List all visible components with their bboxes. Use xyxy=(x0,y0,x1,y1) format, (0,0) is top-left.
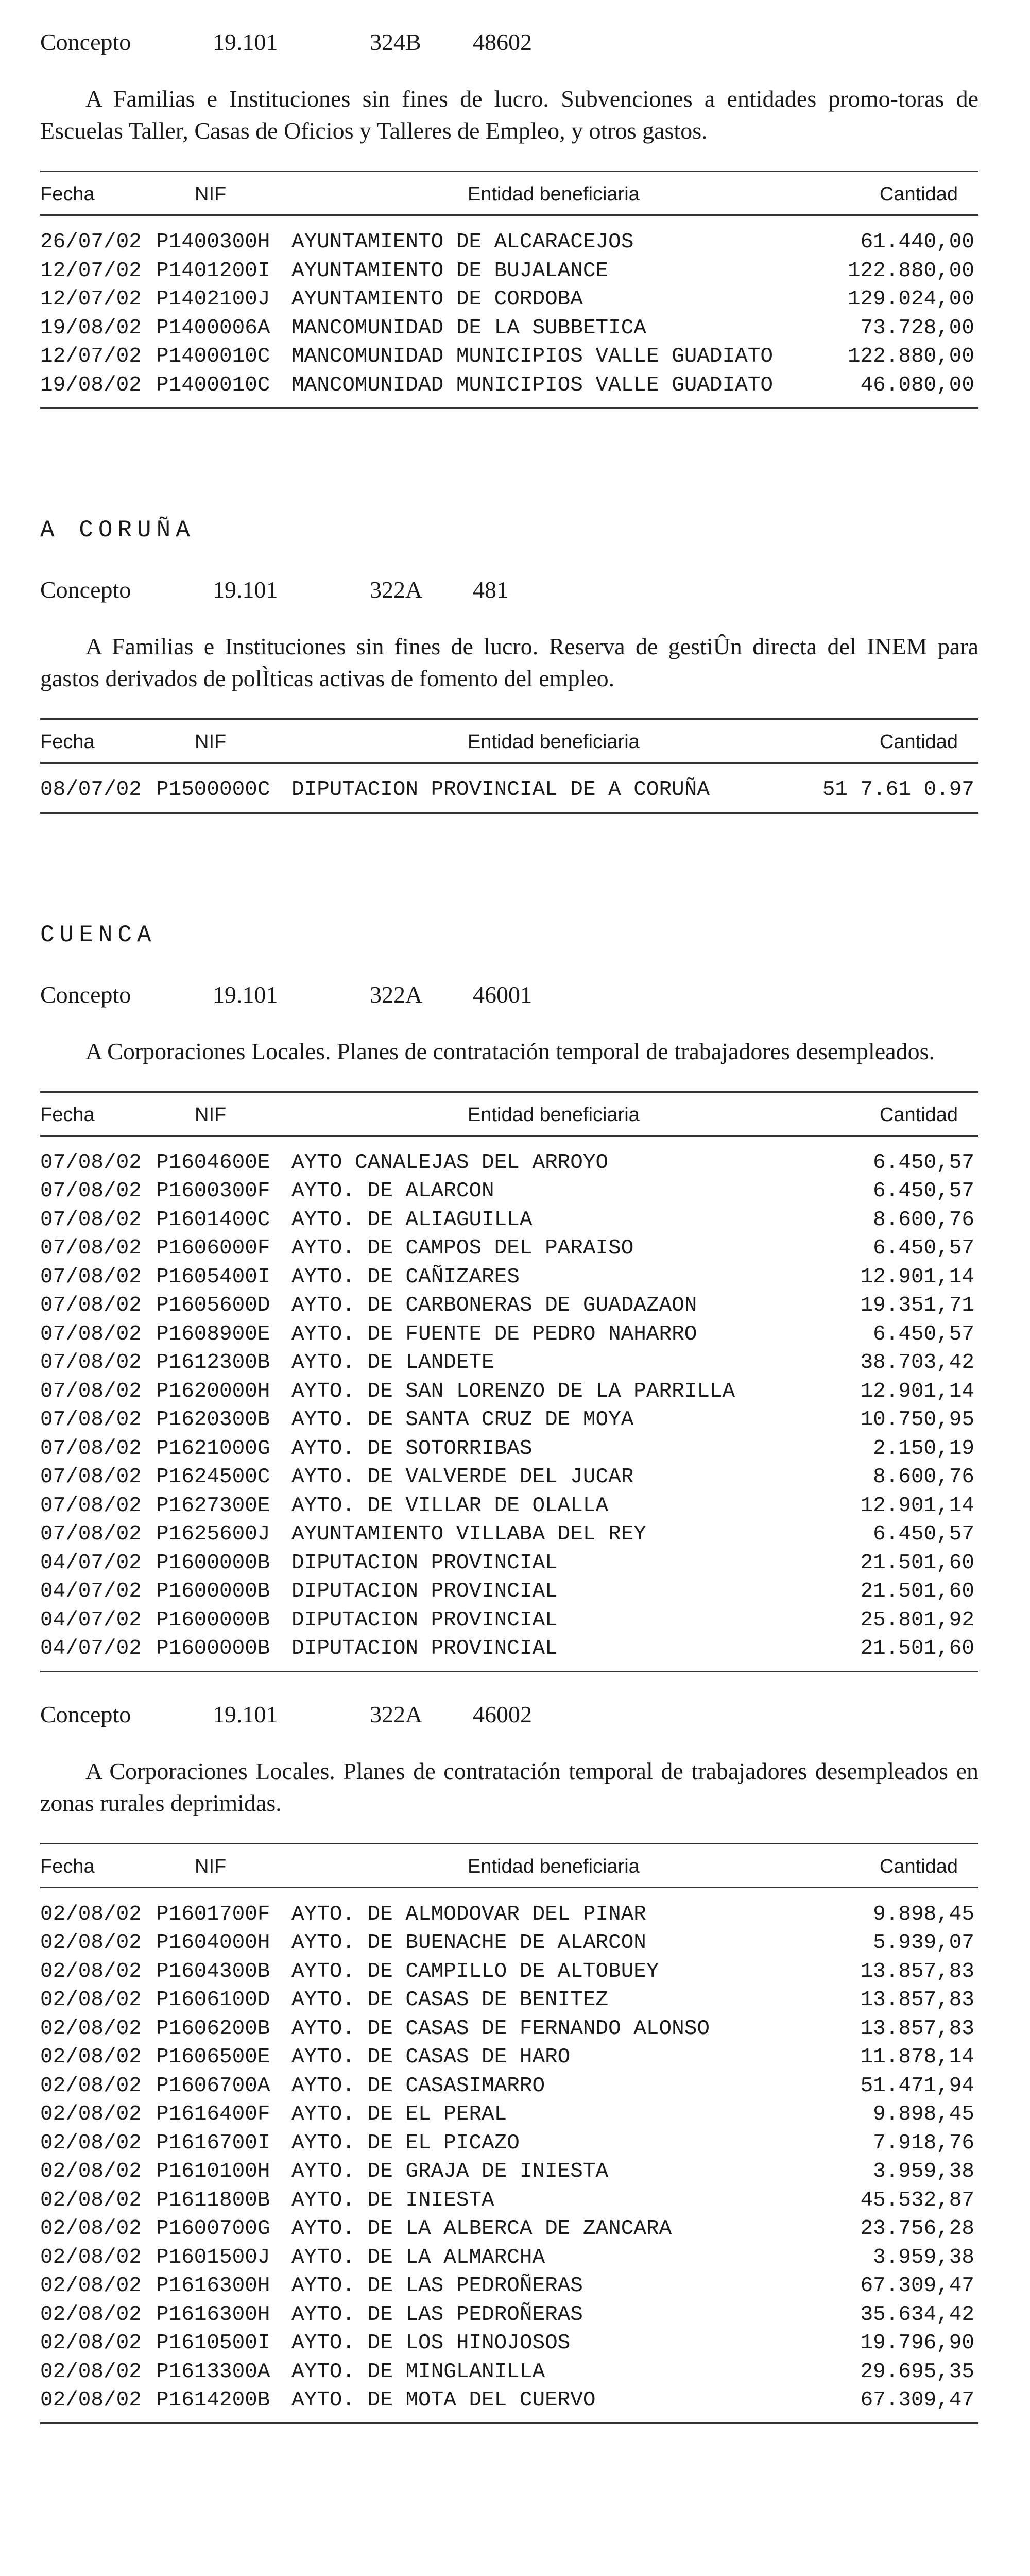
table-row xyxy=(40,2071,978,2100)
cell-nif: P1613300A xyxy=(156,2360,270,2384)
cell-entidad: AYTO. DE MINGLANILLA xyxy=(291,2360,545,2384)
table-row xyxy=(40,1985,978,2014)
table-row xyxy=(40,1900,978,1928)
cell-nif: P1400010C xyxy=(156,345,270,368)
header-cantidad: Cantidad xyxy=(879,1855,958,1877)
cell-cantidad: 51.471,94 xyxy=(860,2074,974,2098)
cell-cantidad: 51 7.61 0.97 xyxy=(822,778,974,802)
cell-nif: P1600700G xyxy=(156,2217,270,2241)
header-entidad: Entidad beneficiaria xyxy=(468,183,640,205)
cell-nif: P1620300B xyxy=(156,1408,270,1432)
table-row xyxy=(40,2385,978,2414)
header-cantidad: Cantidad xyxy=(879,183,958,205)
header-fecha: Fecha xyxy=(40,183,95,205)
cell-fecha: 02/08/02 xyxy=(40,2245,142,2269)
table-row xyxy=(40,370,978,399)
cell-fecha: 02/08/02 xyxy=(40,2045,142,2069)
cell-fecha: 02/08/02 xyxy=(40,2360,142,2384)
header-nif: NIF xyxy=(195,731,227,753)
cell-fecha: 08/07/02 xyxy=(40,778,142,802)
cell-cantidad: 6.450,57 xyxy=(873,1322,974,1346)
table-row xyxy=(40,2357,978,2386)
table-body xyxy=(40,1137,978,1671)
cell-cantidad: 12.901,14 xyxy=(860,1265,974,1289)
table-header xyxy=(40,1844,978,1888)
concepto-program: 322A xyxy=(370,981,423,1008)
header-cantidad: Cantidad xyxy=(879,1104,958,1126)
cell-cantidad: 122.880,00 xyxy=(847,345,974,368)
table-row xyxy=(40,1291,978,1319)
cell-fecha: 07/08/02 xyxy=(40,1351,142,1375)
cell-fecha: 07/08/02 xyxy=(40,1494,142,1518)
cell-cantidad: 29.695,35 xyxy=(860,2360,974,2384)
table-row xyxy=(40,1634,978,1663)
cell-fecha: 02/08/02 xyxy=(40,2302,142,2327)
cell-fecha: 02/08/02 xyxy=(40,1931,142,1955)
table-row xyxy=(40,227,978,256)
cell-nif: P1401200I xyxy=(156,259,270,283)
cell-entidad: AYTO. DE SOTORRIBAS xyxy=(291,1436,533,1461)
cell-entidad: MANCOMUNIDAD MUNICIPIOS VALLE GUADIATO xyxy=(291,345,773,368)
cell-fecha: 02/08/02 xyxy=(40,2388,142,2412)
table-row xyxy=(40,1377,978,1405)
table-row xyxy=(40,2099,978,2128)
cell-nif: P1605400I xyxy=(156,1265,270,1289)
table-body xyxy=(40,1888,978,2422)
concepto-section-number: 19.101 xyxy=(213,981,278,1008)
cell-fecha: 02/08/02 xyxy=(40,2217,142,2241)
cell-cantidad: 13.857,83 xyxy=(860,1988,974,2012)
budget-section xyxy=(40,922,978,1672)
cell-fecha: 19/08/02 xyxy=(40,373,142,397)
cell-nif: P1604300B xyxy=(156,1959,270,1984)
table-row xyxy=(40,1148,978,1177)
cell-cantidad: 67.309,47 xyxy=(860,2388,974,2412)
cell-cantidad: 21.501,60 xyxy=(860,1580,974,1603)
cell-fecha: 02/08/02 xyxy=(40,1988,142,2012)
table-row xyxy=(40,1176,978,1205)
cell-entidad: AYTO. DE BUENACHE DE ALARCON xyxy=(291,1931,646,1955)
concepto-label: Concepto xyxy=(40,29,131,55)
cell-fecha: 07/08/02 xyxy=(40,1379,142,1403)
cell-entidad: AYTO. DE CAMPILLO DE ALTOBUEY xyxy=(291,1959,659,1984)
cell-nif: P1606000F xyxy=(156,1236,270,1260)
cell-entidad: AYUNTAMIENTO DE BUJALANCE xyxy=(291,259,609,283)
table-row xyxy=(40,1548,978,1577)
table-row xyxy=(40,1462,978,1491)
concepto-line xyxy=(40,28,978,57)
table-row xyxy=(40,2128,978,2157)
cell-cantidad: 122.880,00 xyxy=(847,259,974,283)
cell-entidad: AYTO. DE CASAS DE FERNANDO ALONSO xyxy=(291,2016,710,2041)
cell-nif: P1616300H xyxy=(156,2302,270,2327)
budget-section xyxy=(40,1701,978,2424)
table-row xyxy=(40,1434,978,1463)
cell-fecha: 07/08/02 xyxy=(40,1436,142,1461)
cell-cantidad: 23.756,28 xyxy=(860,2217,974,2241)
header-cantidad: Cantidad xyxy=(879,731,958,753)
cell-entidad: AYTO. DE LAS PEDROÑERAS xyxy=(291,2274,583,2298)
cell-entidad: AYTO. DE ALMODOVAR DEL PINAR xyxy=(291,1902,646,1926)
table-row xyxy=(40,313,978,342)
table-row xyxy=(40,2185,978,2214)
document-page xyxy=(40,0,978,2424)
table-row xyxy=(40,2014,978,2043)
cell-cantidad: 3.959,38 xyxy=(873,2160,974,2183)
concepto-code: 46002 xyxy=(473,1701,532,1727)
table-row xyxy=(40,2328,978,2357)
concepto-description: A Corporaciones Locales. Planes de contratación temporal de trabajadores desempleados en zonas rurales deprimidas. xyxy=(40,1757,978,1816)
cell-entidad: AYTO. DE SANTA CRUZ DE MOYA xyxy=(291,1408,634,1432)
cell-fecha: 04/07/02 xyxy=(40,1637,142,1660)
table-row xyxy=(40,342,978,370)
cell-cantidad: 21.501,60 xyxy=(860,1551,974,1575)
cell-fecha: 02/08/02 xyxy=(40,2074,142,2098)
cell-cantidad: 25.801,92 xyxy=(860,1608,974,1632)
beneficiary-table xyxy=(40,171,978,409)
region-heading: A CORUÑA xyxy=(40,517,195,544)
concepto-code: 481 xyxy=(473,577,508,603)
cell-nif: P1400006A xyxy=(156,316,270,340)
cell-nif: P1620000H xyxy=(156,1379,270,1403)
cell-nif: P1608900E xyxy=(156,1322,270,1346)
cell-fecha: 07/08/02 xyxy=(40,1236,142,1260)
cell-entidad: AYTO. DE FUENTE DE PEDRO NAHARRO xyxy=(291,1322,697,1346)
table-row xyxy=(40,256,978,285)
header-entidad: Entidad beneficiaria xyxy=(468,731,640,753)
cell-nif: P1600000B xyxy=(156,1551,270,1575)
table-row xyxy=(40,1233,978,1262)
table-row xyxy=(40,1519,978,1548)
cell-nif: P1611800B xyxy=(156,2188,270,2212)
budget-section xyxy=(40,28,978,409)
cell-entidad: DIPUTACION PROVINCIAL xyxy=(291,1637,558,1660)
cell-fecha: 02/08/02 xyxy=(40,2331,142,2355)
cell-fecha: 02/08/02 xyxy=(40,2188,142,2212)
cell-entidad: AYTO. DE LAS PEDROÑERAS xyxy=(291,2302,583,2327)
header-nif: NIF xyxy=(195,1104,227,1126)
cell-nif: P1601700F xyxy=(156,1902,270,1926)
cell-fecha: 02/08/02 xyxy=(40,2103,142,2126)
cell-entidad: AYTO. DE CARBONERAS DE GUADAZAON xyxy=(291,1294,697,1317)
concepto-code: 46001 xyxy=(473,981,532,1008)
cell-entidad: AYTO. DE CAÑIZARES xyxy=(291,1265,520,1289)
cell-entidad: AYTO. DE INIESTA xyxy=(291,2188,494,2212)
cell-entidad: AYTO. DE ALARCON xyxy=(291,1179,494,1203)
cell-cantidad: 6.450,57 xyxy=(873,1179,974,1203)
cell-entidad: AYTO. DE LOS HINOJOSOS xyxy=(291,2331,571,2355)
cell-fecha: 12/07/02 xyxy=(40,287,142,311)
cell-nif: P1604600E xyxy=(156,1150,270,1175)
cell-nif: P1606700A xyxy=(156,2074,270,2098)
cell-cantidad: 13.857,83 xyxy=(860,2016,974,2041)
cell-nif: P1600000B xyxy=(156,1637,270,1660)
cell-fecha: 02/08/02 xyxy=(40,1902,142,1926)
concepto-section-number: 19.101 xyxy=(213,1701,278,1727)
table-row xyxy=(40,1928,978,1957)
cell-entidad: AYTO. DE EL PERAL xyxy=(291,2103,507,2126)
concepto-label: Concepto xyxy=(40,981,131,1008)
region-heading: CUENCA xyxy=(40,921,157,948)
cell-fecha: 12/07/02 xyxy=(40,345,142,368)
cell-cantidad: 10.750,95 xyxy=(860,1408,974,1432)
cell-entidad: AYTO. DE CAMPOS DEL PARAISO xyxy=(291,1236,634,1260)
cell-fecha: 07/08/02 xyxy=(40,1265,142,1289)
cell-cantidad: 8.600,76 xyxy=(873,1465,974,1489)
cell-entidad: AYUNTAMIENTO VILLABA DEL REY xyxy=(291,1522,646,1546)
cell-fecha: 04/07/02 xyxy=(40,1608,142,1632)
cell-cantidad: 3.959,38 xyxy=(873,2245,974,2269)
cell-fecha: 07/08/02 xyxy=(40,1522,142,1546)
cell-entidad: AYTO. DE SAN LORENZO DE LA PARRILLA xyxy=(291,1379,735,1403)
cell-cantidad: 12.901,14 xyxy=(860,1379,974,1403)
cell-cantidad: 13.857,83 xyxy=(860,1959,974,1984)
table-row xyxy=(40,1491,978,1520)
cell-fecha: 19/08/02 xyxy=(40,316,142,340)
concepto-description: A Corporaciones Locales. Planes de contratación temporal de trabajadores desempleados. xyxy=(85,1038,935,1064)
table-row xyxy=(40,1605,978,1634)
cell-cantidad: 6.450,57 xyxy=(873,1150,974,1175)
cell-nif: P1600300F xyxy=(156,1179,270,1203)
table-row xyxy=(40,775,978,804)
header-fecha: Fecha xyxy=(40,1104,95,1126)
header-nif: NIF xyxy=(195,1855,227,1877)
cell-fecha: 07/08/02 xyxy=(40,1179,142,1203)
table-row xyxy=(40,1405,978,1434)
cell-nif: P1605600D xyxy=(156,1294,270,1317)
header-entidad: Entidad beneficiaria xyxy=(468,1104,640,1126)
cell-cantidad: 61.440,00 xyxy=(860,230,974,254)
cell-fecha: 07/08/02 xyxy=(40,1322,142,1346)
cell-cantidad: 11.878,14 xyxy=(860,2045,974,2069)
cell-nif: P1601400C xyxy=(156,1208,270,1232)
concepto-section-number: 19.101 xyxy=(213,577,278,603)
cell-nif: P1600000B xyxy=(156,1608,270,1632)
table-row xyxy=(40,1319,978,1348)
cell-nif: P1400010C xyxy=(156,373,270,397)
cell-entidad: AYTO. DE VILLAR DE OLALLA xyxy=(291,1494,609,1518)
table-row xyxy=(40,284,978,313)
cell-fecha: 07/08/02 xyxy=(40,1150,142,1175)
cell-entidad: AYTO. DE LA ALMARCHA xyxy=(291,2245,545,2269)
cell-cantidad: 45.532,87 xyxy=(860,2188,974,2212)
cell-entidad: AYTO CANALEJAS DEL ARROYO xyxy=(291,1150,609,1175)
cell-nif: P1616300H xyxy=(156,2274,270,2298)
cell-cantidad: 129.024,00 xyxy=(847,287,974,311)
cell-nif: P1614200B xyxy=(156,2388,270,2412)
cell-cantidad: 35.634,42 xyxy=(860,2302,974,2327)
cell-nif: P1606200B xyxy=(156,2016,270,2041)
concepto-line xyxy=(40,981,978,1010)
cell-entidad: AYTO. DE VALVERDE DEL JUCAR xyxy=(291,1465,634,1489)
table-row xyxy=(40,1262,978,1291)
cell-cantidad: 8.600,76 xyxy=(873,1208,974,1232)
cell-cantidad: 12.901,14 xyxy=(860,1494,974,1518)
concepto-code: 48602 xyxy=(473,29,532,55)
cell-nif: P1400300H xyxy=(156,230,270,254)
cell-cantidad: 46.080,00 xyxy=(860,373,974,397)
cell-nif: P1500000C xyxy=(156,778,270,802)
cell-fecha: 07/08/02 xyxy=(40,1465,142,1489)
beneficiary-table xyxy=(40,1843,978,2424)
cell-nif: P1606100D xyxy=(156,1988,270,2012)
cell-nif: P1612300B xyxy=(156,1351,270,1375)
concepto-description: A Familias e Instituciones sin fines de lucro. Subvenciones a entidades promo-toras de Escuelas Taller, Casas de Oficios y Talleres de Empleo, y otros gastos. xyxy=(40,86,978,144)
table-row xyxy=(40,2271,978,2300)
cell-cantidad: 6.450,57 xyxy=(873,1236,974,1260)
cell-cantidad: 67.309,47 xyxy=(860,2274,974,2298)
concepto-program: 324B xyxy=(370,29,421,55)
concepto-line xyxy=(40,576,978,605)
beneficiary-table xyxy=(40,1091,978,1672)
cell-entidad: DIPUTACION PROVINCIAL xyxy=(291,1580,558,1603)
cell-fecha: 02/08/02 xyxy=(40,2274,142,2298)
cell-cantidad: 19.351,71 xyxy=(860,1294,974,1317)
cell-fecha: 26/07/02 xyxy=(40,230,142,254)
cell-cantidad: 2.150,19 xyxy=(873,1436,974,1461)
cell-nif: P1624500C xyxy=(156,1465,270,1489)
cell-entidad: DIPUTACION PROVINCIAL xyxy=(291,1608,558,1632)
table-row xyxy=(40,1205,978,1234)
cell-fecha: 02/08/02 xyxy=(40,1959,142,1984)
cell-cantidad: 9.898,45 xyxy=(873,2103,974,2126)
table-row xyxy=(40,1348,978,1377)
cell-entidad: AYTO. DE CASAS DE HARO xyxy=(291,2045,571,2069)
cell-nif: P1625600J xyxy=(156,1522,270,1546)
cell-entidad: MANCOMUNIDAD MUNICIPIOS VALLE GUADIATO xyxy=(291,373,773,397)
cell-entidad: DIPUTACION PROVINCIAL DE A CORUÑA xyxy=(291,778,710,802)
cell-entidad: AYTO. DE EL PICAZO xyxy=(291,2131,520,2155)
table-row xyxy=(40,1957,978,1986)
beneficiary-table xyxy=(40,718,978,814)
cell-nif: P1600000B xyxy=(156,1580,270,1603)
cell-nif: P1621000G xyxy=(156,1436,270,1461)
cell-cantidad: 7.918,76 xyxy=(873,2131,974,2155)
table-row xyxy=(40,2300,978,2329)
table-row xyxy=(40,2157,978,2185)
cell-cantidad: 38.703,42 xyxy=(860,1351,974,1375)
concepto-description: A Familias e Instituciones sin fines de lucro. Reserva de gestiÛn directa del INEM para gastos derivados de polÌticas activas de fomento del empleo. xyxy=(40,633,978,691)
cell-entidad: DIPUTACION PROVINCIAL xyxy=(291,1551,558,1575)
table-row xyxy=(40,1577,978,1605)
cell-cantidad: 19.796,90 xyxy=(860,2331,974,2355)
concepto-program: 322A xyxy=(370,1701,423,1727)
cell-fecha: 07/08/02 xyxy=(40,1294,142,1317)
cell-nif: P1601500J xyxy=(156,2245,270,2269)
cell-nif: P1610100H xyxy=(156,2160,270,2183)
cell-entidad: AYTO. DE ALIAGUILLA xyxy=(291,1208,533,1232)
cell-nif: P1606500E xyxy=(156,2045,270,2069)
cell-nif: P1604000H xyxy=(156,1931,270,1955)
cell-entidad: AYTO. DE LA ALBERCA DE ZANCARA xyxy=(291,2217,672,2241)
cell-cantidad: 5.939,07 xyxy=(873,1931,974,1955)
cell-cantidad: 21.501,60 xyxy=(860,1637,974,1660)
cell-entidad: AYTO. DE GRAJA DE INIESTA xyxy=(291,2160,609,2183)
table-row xyxy=(40,2243,978,2272)
table-header xyxy=(40,720,978,764)
cell-fecha: 04/07/02 xyxy=(40,1551,142,1575)
budget-section xyxy=(40,517,978,814)
cell-cantidad: 9.898,45 xyxy=(873,1902,974,1926)
cell-entidad: MANCOMUNIDAD DE LA SUBBETICA xyxy=(291,316,646,340)
cell-entidad: AYTO. DE MOTA DEL CUERVO xyxy=(291,2388,596,2412)
cell-nif: P1402100J xyxy=(156,287,270,311)
cell-cantidad: 73.728,00 xyxy=(860,316,974,340)
cell-entidad: AYTO. DE CASASIMARRO xyxy=(291,2074,545,2098)
concepto-line xyxy=(40,1701,978,1730)
cell-fecha: 12/07/02 xyxy=(40,259,142,283)
cell-nif: P1610500I xyxy=(156,2331,270,2355)
concepto-program: 322A xyxy=(370,577,423,603)
table-row xyxy=(40,2214,978,2243)
header-entidad: Entidad beneficiaria xyxy=(468,1855,640,1877)
cell-entidad: AYUNTAMIENTO DE CORDOBA xyxy=(291,287,583,311)
table-body xyxy=(40,764,978,812)
cell-entidad: AYTO. DE CASAS DE BENITEZ xyxy=(291,1988,609,2012)
cell-fecha: 07/08/02 xyxy=(40,1408,142,1432)
cell-nif: P1616700I xyxy=(156,2131,270,2155)
cell-fecha: 04/07/02 xyxy=(40,1580,142,1603)
header-fecha: Fecha xyxy=(40,731,95,753)
cell-entidad: AYTO. DE LANDETE xyxy=(291,1351,494,1375)
cell-nif: P1627300E xyxy=(156,1494,270,1518)
cell-fecha: 07/08/02 xyxy=(40,1208,142,1232)
concepto-label: Concepto xyxy=(40,1701,131,1727)
table-header xyxy=(40,172,978,216)
concepto-section-number: 19.101 xyxy=(213,29,278,55)
header-nif: NIF xyxy=(195,183,227,205)
table-header xyxy=(40,1093,978,1137)
header-fecha: Fecha xyxy=(40,1855,95,1877)
cell-entidad: AYUNTAMIENTO DE ALCARACEJOS xyxy=(291,230,634,254)
table-body xyxy=(40,216,978,407)
concepto-label: Concepto xyxy=(40,577,131,603)
cell-nif: P1616400F xyxy=(156,2103,270,2126)
cell-fecha: 02/08/02 xyxy=(40,2160,142,2183)
table-row xyxy=(40,2042,978,2071)
cell-fecha: 02/08/02 xyxy=(40,2131,142,2155)
cell-fecha: 02/08/02 xyxy=(40,2016,142,2041)
cell-cantidad: 6.450,57 xyxy=(873,1522,974,1546)
